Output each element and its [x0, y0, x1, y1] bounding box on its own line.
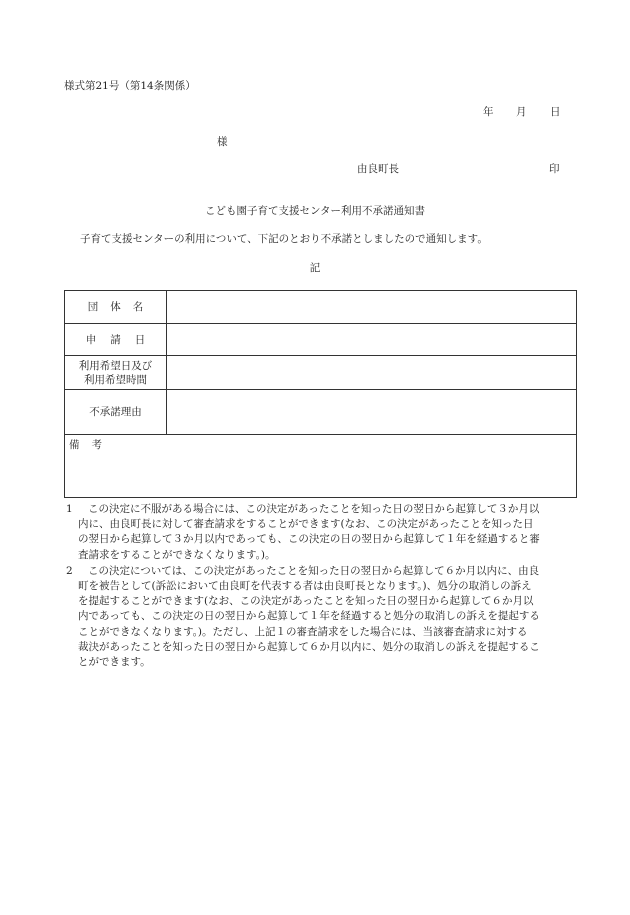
date-year: 年 — [483, 106, 494, 118]
notes — [66, 502, 576, 671]
form-number: 様式第21号（第14条関係） — [64, 80, 196, 92]
remarks-cell — [65, 435, 577, 498]
table-row — [65, 435, 577, 498]
body-text: 子育て支援センターの利用について、下記のとおり不承諾としましたので通知します。 — [80, 233, 488, 245]
table-row — [65, 356, 577, 390]
table-row — [65, 324, 577, 356]
desired-datetime-value — [167, 356, 577, 390]
refusal-reason-label: 不承諾理由 — [65, 390, 167, 435]
application-date-value — [167, 324, 577, 356]
document-title: こども園子育て支援センター利用不承諾通知書 — [204, 205, 426, 217]
organization-name-value — [167, 291, 577, 324]
note-2 — [66, 564, 576, 670]
desired-datetime-label-line2: 利用希望時間 — [84, 373, 147, 386]
note-text: この決定については、この決定があったことを知った日の翌日から起算して６か月以内に、由良 町を被告として(訴訟において由良町を代表する者は由良町長となります。)、処分の取消しの訴え を提起することができます(なお、この決定があったことを知った日の翌日から起算して６か月以 内であっても、この決定の日の翌日から起算して１年を経過すると処分の取消しの訴えを提起する ことができなくなります。)。ただし、上記１の審査請求をした場合には、当該審査請求に対する 裁決があったことを知った日の翌日から起算して６か月以内に、処分の取消しの訴えを提起するこ とができます。 — [78, 564, 540, 669]
date-month: 月 — [516, 106, 527, 118]
organization-name-label: 団体名 — [65, 291, 167, 324]
note-1 — [66, 502, 576, 563]
details-table — [64, 290, 577, 498]
date-day: 日 — [550, 106, 561, 118]
ki-marker: 記 — [309, 262, 321, 274]
remarks-label: 備考 — [69, 439, 114, 451]
note-number: 1 — [66, 503, 73, 515]
desired-datetime-label — [65, 356, 167, 390]
table-row — [65, 390, 577, 435]
seal-mark: 印 — [549, 163, 560, 175]
issuer: 由良町長 — [357, 163, 399, 175]
refusal-reason-value — [167, 390, 577, 435]
table-row — [65, 291, 577, 324]
desired-datetime-label-line1: 利用希望日及び — [78, 359, 153, 372]
application-date-label: 申請日 — [65, 324, 167, 356]
addressee-suffix: 様 — [217, 136, 228, 148]
note-text: この決定に不服がある場合には、この決定があったことを知った日の翌日から起算して３か月以 内に、由良町長に対して審査請求をすることができます(なお、この決定があったことを知った日 の翌日から起算して３か月以内であっても、この決定の日の翌日から起算して１年を経過すると審 査請求をすることができなくなります。)。 — [78, 503, 540, 561]
note-number: 2 — [66, 564, 73, 577]
